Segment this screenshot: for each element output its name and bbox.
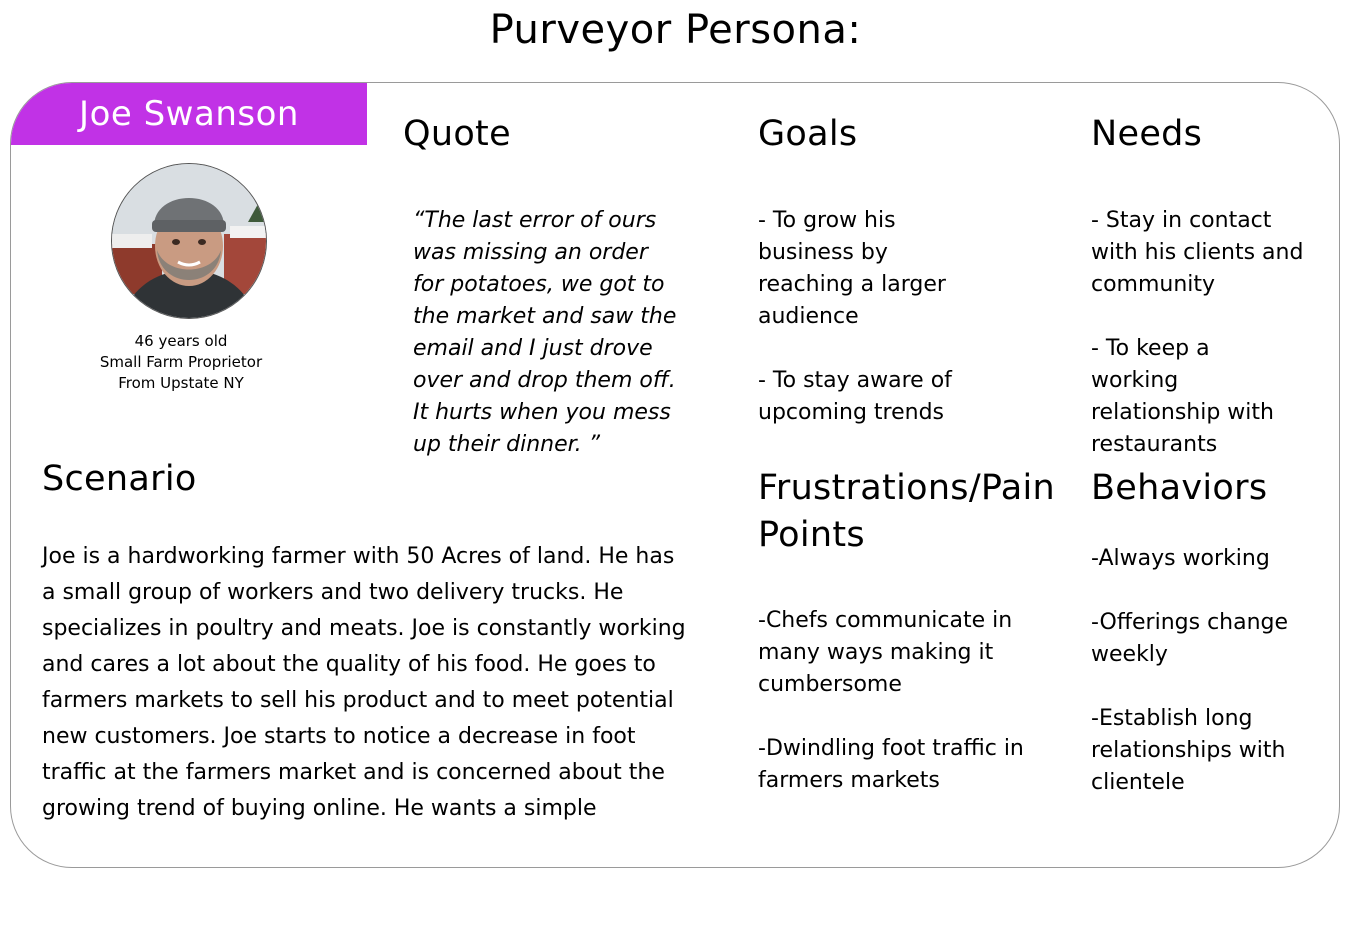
quote-heading: Quote [403,114,511,154]
persona-name-banner: Joe Swanson [11,83,367,145]
frustrations-heading: Frustrations/Pain Points [758,468,1056,555]
persona-card [10,82,1340,868]
persona-age: 46 years old [134,332,228,350]
scenario-heading: Scenario [42,459,197,499]
persona-occupation: Small Farm Proprietor [99,353,263,371]
persona-demographics [61,331,301,394]
persona-location: From Upstate NY [118,374,244,392]
persona-portrait-illustration [112,164,266,318]
goals-text: - To grow his business by reaching a larger audience - To stay aware of upcoming trends [758,208,952,425]
scenario-text: Joe is a hardworking farmer with 50 Acres of land. He has a small group of workers and two delivery trucks. He specializes in poultry and meats. Joe is constantly working and cares a lot about the quality of his food. He goes to farmers markets to sell his product and to meet potential new customers. Joe starts to notice a decrease in foot traffic at the farmers market and is concerned about the growing trend of buying online. He wants a simple [42,544,686,821]
needs-heading: Needs [1091,114,1203,154]
frustrations-text: -Chefs communicate in many ways making it cumbersome -Dwindling foot traffic in farmers markets [758,608,1024,793]
persona-avatar-photo [111,163,267,319]
quote-text: “The last error of ours was missing an order for potatoes, we got to the market and saw the email and I just drove over and drop them off. It hurts when you mess up their dinner. ” [413,208,677,457]
behaviors-heading: Behaviors [1091,468,1268,508]
goals-heading: Goals [758,114,858,154]
page-title: Purveyor Persona: [489,7,862,53]
behaviors-text: -Always working -Offerings change weekly -Establish long relationships with clientele [1091,546,1289,795]
needs-text: - Stay in contact with his clients and community - To keep a working relationship with restaurants [1091,208,1304,457]
